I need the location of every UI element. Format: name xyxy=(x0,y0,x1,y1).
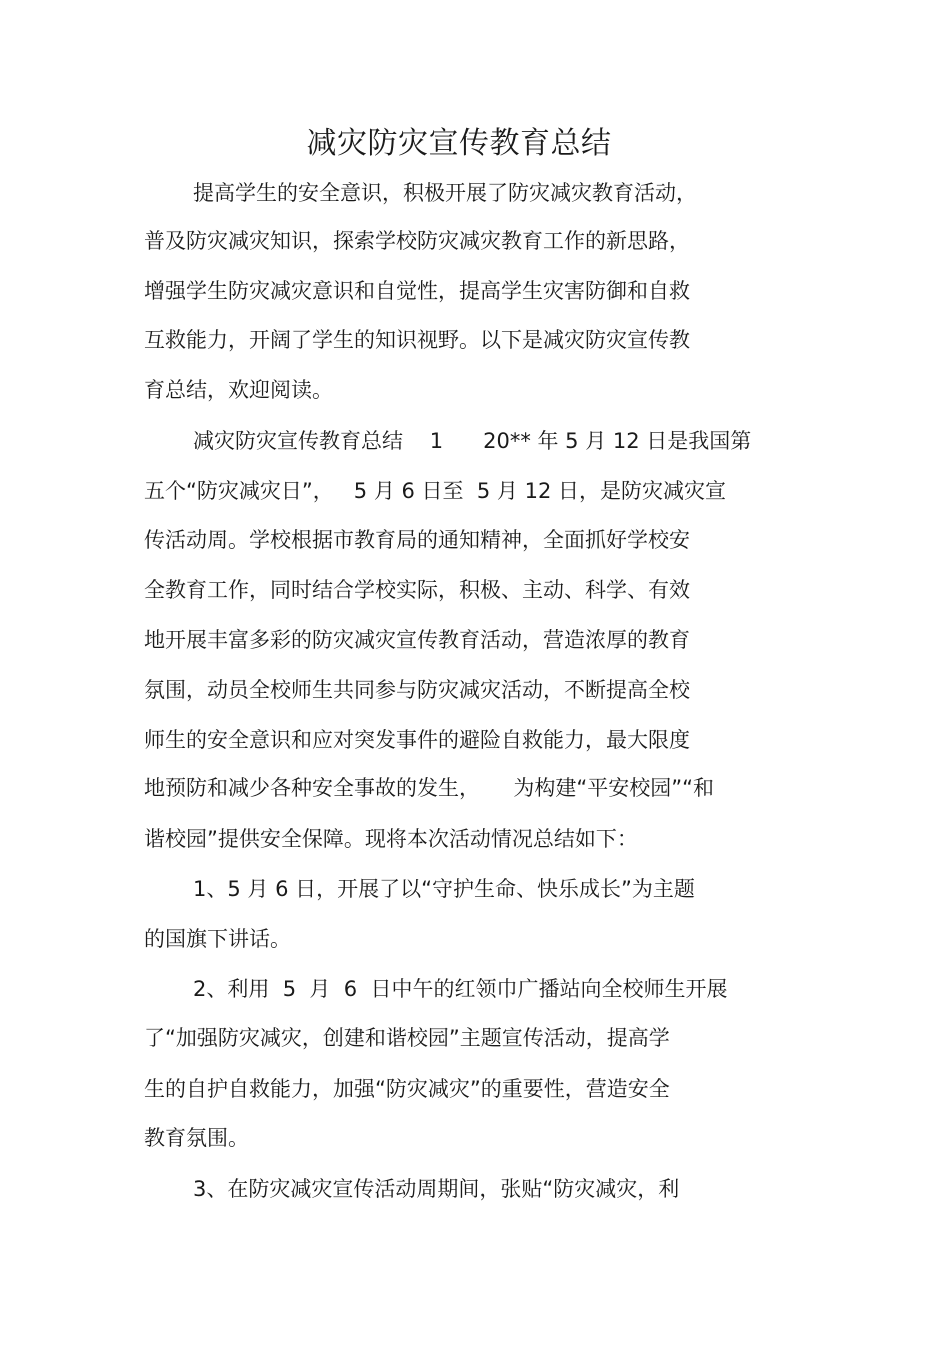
paragraph-line: 育总结，欢迎阅读。 xyxy=(144,378,333,402)
paragraph-line: 3、在防灾减灾宣传活动周期间，张贴“防灾减灾，利 xyxy=(193,1177,680,1201)
document-title: 减灾防灾宣传教育总结 xyxy=(306,126,612,161)
paragraph-line: 地预防和减少各种安全事故的发生， 为构建“平安校园”“和 xyxy=(144,776,715,800)
paragraph-line: 谐校园”提供安全保障。现将本次活动情况总结如下： xyxy=(144,827,638,851)
paragraph-line: 1、5 月 6 日，开展了以“守护生命、快乐成长”为主题 xyxy=(193,877,695,901)
paragraph-line: 五个“防灾减灾日”， 5 月 6 日至 5 月 12 日，是防灾减灾宣 xyxy=(144,479,726,503)
paragraph-line: 传活动周。学校根据市教育局的通知精神，全面抓好学校安 xyxy=(144,528,690,552)
paragraph-line: 普及防灾减灾知识，探索学校防灾减灾教育工作的新思路， xyxy=(144,229,690,253)
paragraph-line: 增强学生防灾减灾意识和自觉性，提高学生灾害防御和自救 xyxy=(144,279,690,303)
paragraph-line: 提高学生的安全意识，积极开展了防灾减灾教育活动， xyxy=(193,181,697,205)
paragraph-line: 地开展丰富多彩的防灾减灾宣传教育活动，营造浓厚的教育 xyxy=(144,628,690,652)
paragraph-line: 教育氛围。 xyxy=(144,1126,249,1150)
paragraph-line: 的国旗下讲话。 xyxy=(144,927,291,951)
paragraph-line: 减灾防灾宣传教育总结 1 20** 年 5 月 12 日是我国第 xyxy=(193,429,752,453)
paragraph-line: 生的自护自救能力，加强“防灾减灾”的重要性，营造安全 xyxy=(144,1077,670,1101)
paragraph-line: 全教育工作，同时结合学校实际，积极、主动、科学、有效 xyxy=(144,578,690,602)
paragraph-line: 了“加强防灾减灾，创建和谐校园”主题宣传活动，提高学 xyxy=(144,1026,670,1050)
paragraph-line: 2、利用 5 月 6 日中午的红领巾广播站向全校师生开展 xyxy=(193,977,728,1001)
paragraph-line: 氛围，动员全校师生共同参与防灾减灾活动，不断提高全校 xyxy=(144,678,690,702)
paragraph-line: 互救能力，开阔了学生的知识视野。以下是减灾防灾宣传教 xyxy=(144,328,690,352)
paragraph-line: 师生的安全意识和应对突发事件的避险自救能力，最大限度 xyxy=(144,728,690,752)
